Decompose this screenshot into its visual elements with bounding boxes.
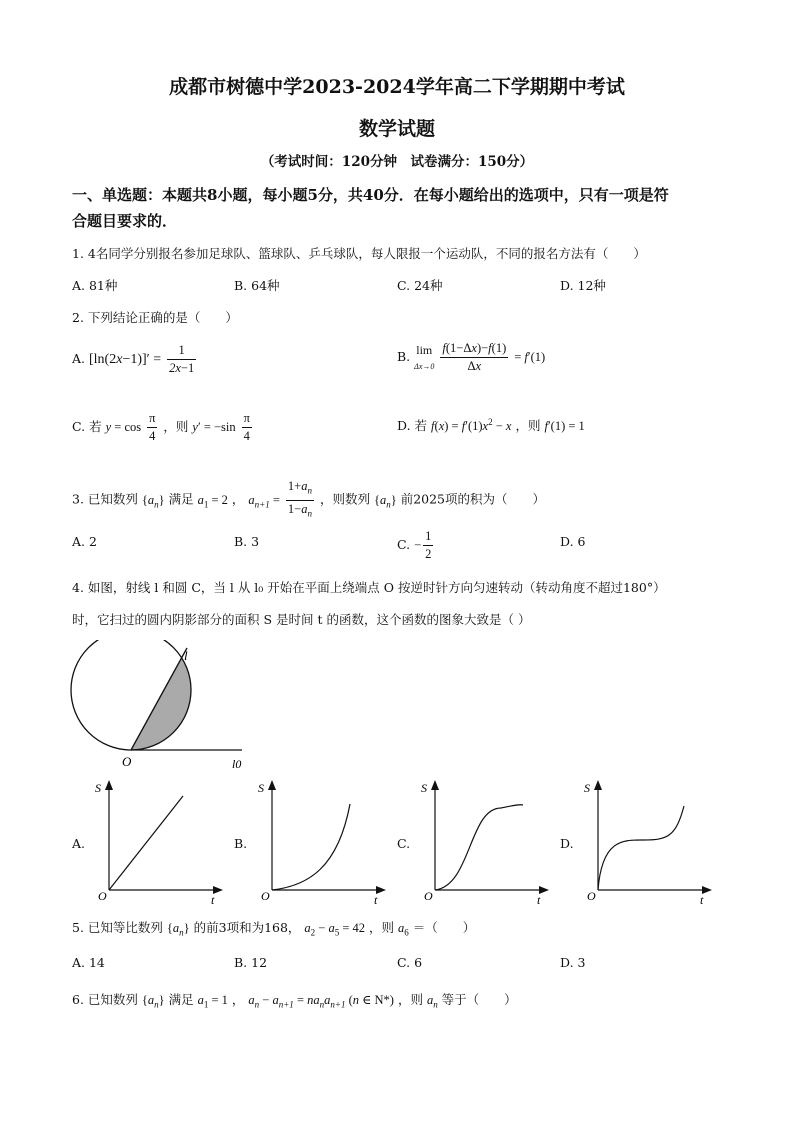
q1-option-c: C. 24种 [397, 278, 443, 293]
q4-option-a-label: A. [72, 836, 86, 851]
q2-option-d: D. 若 $f(x) = f'(1)x^2 - x$ ，则 f′(1) = 1 [397, 416, 585, 433]
q4-option-d-label: D. [560, 836, 574, 851]
q3-option-b: B. 3 [234, 534, 260, 549]
q5-stem: 5. 已知等比数列 $\{a_n\}$ 的前3项和为168， $a_2 - a_5 = 42$ ，则 $a_6$ ＝（ ） [72, 920, 476, 938]
q5-option-d: D. 3 [560, 955, 586, 970]
q4-option-b-label: B. [234, 836, 248, 851]
shaded-region [131, 646, 205, 750]
q1-option-d: D. 12种 [560, 278, 606, 293]
svg-text:O: O [98, 889, 107, 903]
svg-text:t: t [700, 893, 704, 906]
svg-text:O: O [424, 889, 433, 903]
q1-stem: 1. 4名同学分别报名参加足球队、篮球队、乒乓球队，每人限报一个运动队，不同的报名方法有（ ） [72, 246, 646, 261]
svg-text:O: O [587, 889, 596, 903]
svg-text:S: S [584, 781, 590, 795]
q3-stem: 3. 已知数列 $\{a_n\}$ 满足 $a_1 = 2$ ， $a_{n+1}$ = $\frac{1+a_n}{1-a_n}$ ，则数列 $\{a_n\}$ 前2025项的积为（ ） [72, 479, 546, 518]
exam-subtitle: 数学试题 [358, 118, 435, 140]
q4-graph-d [584, 778, 714, 906]
exam-info: （考试时间：120分钟 试卷满分：150分） [260, 154, 534, 170]
q2-stem: 2. 下列结论正确的是（ ） [72, 310, 238, 325]
svg-text:S: S [421, 781, 427, 795]
q1-option-a: A. 81种 [72, 278, 118, 293]
svg-text:t: t [211, 893, 215, 906]
label-l: l [184, 648, 188, 663]
q4-graph-b [258, 778, 388, 906]
q3-option-d: D. 6 [560, 534, 586, 549]
label-l0: l0 [232, 757, 242, 771]
svg-text:t: t [537, 893, 541, 906]
q6-stem: 6. 已知数列 $\{a_n\}$ 满足 $a_1 = 1$ ， $a_n - a_{n+1} = na_na_{n+1}$ (n ∈ N*) ，则 $a_n$ 等于（ ） [72, 992, 517, 1010]
svg-text:S: S [95, 781, 101, 795]
q5-option-c: C. 6 [397, 955, 423, 970]
q3-option-c: C. − $\frac{1}{2}$ [397, 529, 432, 561]
q1-option-b: B. 64种 [234, 278, 280, 293]
q4-stem-line1: 4. 如图，射线 l 和圆 C，当 l 从 l₀ 开始在平面上绕端点 O 按逆时针方向匀速转动（转动角度不超过180°） [72, 580, 666, 595]
q4-stem-line2: 时，它扫过的圆内阴影部分的面积 S 是时间 t 的函数，这个函数的图象大致是（ ） [72, 612, 531, 627]
svg-text:O: O [261, 889, 270, 903]
q5-option-a: A. 14 [72, 955, 105, 970]
q3-option-a: A. 2 [72, 534, 97, 549]
exam-title: 成都市树德中学2023-2024学年高二下学期期中考试 [169, 76, 625, 98]
q5-option-b: B. 12 [234, 955, 268, 970]
q4-graph-c [421, 778, 551, 906]
q4-graph-a [95, 778, 225, 906]
q2-option-b: B. lim Δx→0 $\frac{f(1-\Delta x)-f(1)}{\Delta x}$ = f′(1) [397, 341, 546, 373]
label-o: O [122, 754, 132, 769]
svg-text:S: S [258, 781, 264, 795]
section-heading: 一、单选题：本题共8小题，每小题5分，共40分．在每小题给出的选项中，只有一项是符 合题目要求的． [72, 186, 669, 230]
svg-text:t: t [374, 893, 378, 906]
q4-circle-figure [70, 640, 260, 775]
q4-option-c-label: C. [397, 836, 411, 851]
q2-option-a: A. [ln(2x−1)]′ = $\frac{1}{2x-1}$ [72, 343, 195, 375]
q2-option-c: C. 若 y = cos $\frac{\pi}{4}$ ，则 y′ = −sin $\frac{\pi}{4}$ [72, 411, 250, 443]
